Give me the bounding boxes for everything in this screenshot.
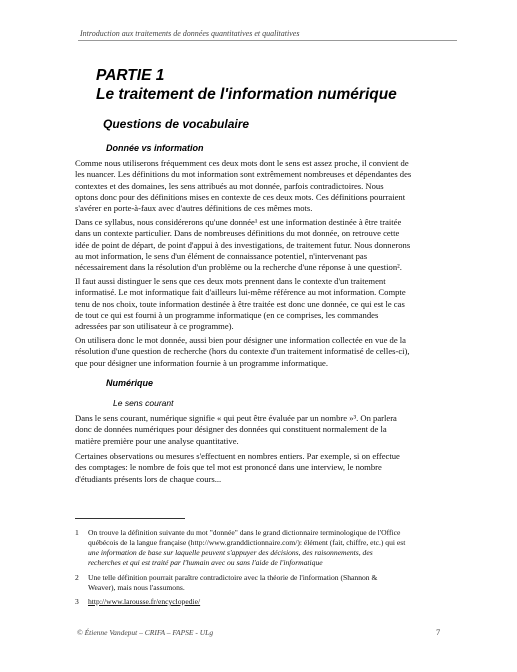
footnote-line: une information de base sur laquelle peuvent s'appuyer des décisions, des raisonnements, des	[88, 548, 373, 557]
paragraph-1	[75, 158, 443, 214]
p3-line: de tout ce qui est fourni à un programme informatique (en ce comprises, les commandes	[75, 309, 379, 320]
footnote-line: recherches et qui est traité par l'humain avec ou sans l'aide de l'informatique	[88, 558, 323, 567]
footnote-line: On trouve la définition suivante du mot "donnée" dans le grand dictionnaire terminologique de l'Office	[88, 528, 401, 537]
p1-line: Comme nous utiliserons fréquemment ces deux mots dont le sens est assez proche, il convient de	[75, 158, 409, 168]
part-title-line-1: PARTIE 1	[96, 67, 165, 84]
paragraph-4	[75, 335, 443, 369]
p2-line: au mot information, le sens d'un élément de connaissance potentiel, n'intervenant pas	[75, 250, 368, 261]
p6-line: des comptages: le nombre de fois que tel mot est prononcé dans une interview, le nombre	[75, 462, 382, 473]
p3-line: informatisé. Le mot informatique fait d'ailleurs lui-même référence au mot information. Compte	[75, 287, 406, 298]
section-title: Questions de vocabulaire	[103, 117, 250, 131]
footnote-number: 3	[75, 597, 79, 606]
p1-line: les nuancer. Les définitions du mot information sont extrêmement nombreuses et dépendantes des	[75, 169, 412, 180]
p6-line: d'étudiants présents lors de chaque cours...	[75, 473, 222, 484]
part-title	[96, 66, 397, 104]
footnote-2	[75, 573, 445, 593]
subsubsection-title-sens-courant: Le sens courant	[113, 398, 174, 408]
paragraph-6	[75, 451, 443, 485]
p4-line: On utilisera donc le mot donnée, aussi bien pour désigner une information collectée en vue de la	[75, 335, 406, 345]
footnote-line: Une telle définition pourrait paraître contradictoire avec la théorie de l'information (Shannon &	[88, 573, 378, 582]
p1-line: contextes et des domaines, les sens attribués au mot donnée, parfois contradictoires. Nous	[75, 180, 384, 191]
footnote-separator	[75, 518, 185, 519]
running-head: Introduction aux traitements de données quantitatives et qualitatives	[80, 29, 300, 38]
p5-line: matière première pour une analyse quantitative.	[75, 435, 239, 446]
footnote-link-larousse[interactable]: http://www.larousse.fr/encyclopedie/	[88, 597, 201, 606]
subsection-title-donnee: Donnée vs information	[106, 143, 204, 153]
footnote-number: 1	[75, 528, 79, 537]
p2-line: dans un contexte particulier. Dans de nombreuses définitions du mot donnée, on retrouve cette	[75, 228, 400, 239]
footnote-line: Weaver), mais nous l'assumons.	[88, 583, 185, 592]
footnote-3	[75, 597, 445, 607]
p2-line: Dans ce syllabus, nous considérerons qu'une donnée¹ est une information destinée à être traitée	[75, 217, 402, 227]
subsection-title-numerique: Numérique	[106, 378, 154, 388]
header-rule	[78, 40, 457, 41]
page-number: 7	[436, 627, 441, 637]
p4-line: que pour désigner une information fournie à un programme informatique.	[75, 357, 328, 368]
p3-line: Il faut aussi distinguer le sens que ces deux mots prennent dans le contexte d'un traitement	[75, 276, 386, 286]
p4-line: résolution d'une question de recherche (hors du contexte d'un traitement informatisé de celles-ci),	[75, 346, 410, 357]
part-title-line-2: Le traitement de l'information numérique	[96, 86, 397, 103]
paragraph-3	[75, 276, 443, 332]
p1-line: s'avérer en porte-à-faux avec d'autres définitions de ces mêmes mots.	[75, 203, 313, 214]
p5-line: donc de données numériques pour désigner des données qui constituent normalement de la	[75, 424, 387, 435]
footnote-number: 2	[75, 573, 79, 582]
paragraph-5	[75, 413, 443, 447]
p3-line: adressées par son utilisateur à ce programme).	[75, 321, 234, 332]
p6-line: Certaines observations ou mesures s'effectuent en nombres entiers. Par exemple, si on effectue	[75, 451, 400, 461]
footnote-1	[75, 528, 445, 568]
footnote-line[interactable]: québécois de la langue française (http://www.granddictionnaire.com/): élément (fait, chiffre, etc.) qui est	[88, 538, 406, 547]
p2-line: idée de point de départ, de point d'appui à des investigations, de traitement futur. Nous donnerons	[75, 239, 411, 250]
p1-line: optons donc pour des définitions mises en contexte de ces deux mots. Ces définitions pourraient	[75, 191, 406, 202]
paragraph-2	[75, 217, 443, 273]
p5-line: Dans le sens courant, numérique signifie « qui peut être évaluée par un nombre »³. On parlera	[75, 413, 397, 423]
p3-line: tenu de nos choix, toute information destinée à être traitée est donc une donnée, ce qui est le cas	[75, 298, 405, 309]
p2-line: nécessairement dans la résolution d'un problème ou la recherche d'une réponse à une question².	[75, 262, 402, 273]
footer-copyright: © Étienne Vandeput – CRIFA – FAPSE - ULg	[77, 628, 214, 637]
